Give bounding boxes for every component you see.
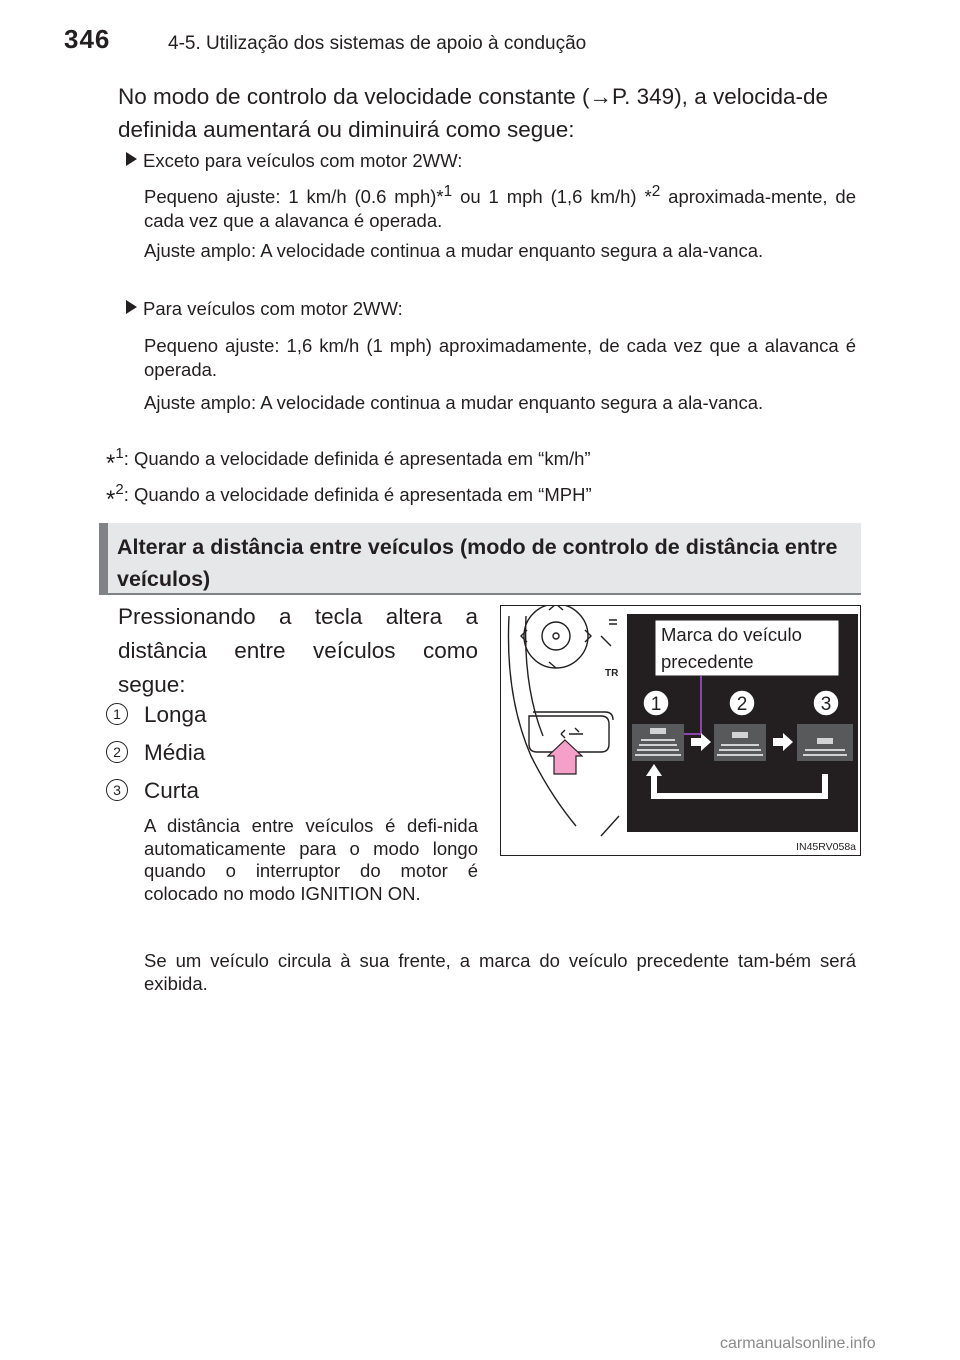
footnote [106,481,592,514]
list-item [106,778,199,804]
press-description: Pressionando a tecla altera a distância entre veículos como segue: [118,604,478,697]
step-circle-label: 1 [650,694,662,715]
step-circle-label: 2 [736,694,748,715]
footnote-text: : Quando a velocidade definida é apresentada em “km/h” [123,448,591,470]
text-span: ou 1 mph (1,6 km/h) * [452,186,652,208]
item-label: Curta [144,778,200,803]
list-item [106,740,205,766]
paragraph: Ajuste amplo: A velocidade continua a mudar enquanto segura a ala-vanca. [144,240,764,261]
paragraph [144,180,856,233]
section-header: 4-5. Utilização dos sistemas de apoio à condução [168,33,587,54]
steering-wheel-switch [508,606,619,836]
section-title: Alterar a distância entre veículos (modo de controlo de distância entre veículos) [117,535,838,591]
footnote-ref: 2 [651,183,661,200]
item-label: Média [144,740,206,765]
illustration-drawing [501,606,860,855]
triangle-bullet-icon [126,300,137,314]
default-distance-note: A distância entre veículos é defi-nida automaticamente para o modo longo quando o interruptor do motor é colocado no modo IGNITION ON. [144,815,478,904]
menu-lines-icon [609,620,617,624]
footnote-star: * [106,486,116,514]
callout-line-1: Marca do veículo [661,624,802,645]
triangle-bullet-icon [126,152,137,166]
distance-switch-illustration [500,605,861,856]
paragraph: Ajuste amplo: A velocidade continua a mudar enquanto segura a ala-vanca. [144,392,764,413]
bullet-item [126,150,462,172]
tr-label: TR [605,668,619,679]
vehicle-mark-icon [732,732,748,738]
distance-display-medium [714,724,766,761]
preceding-vehicle-note: Se um veículo circula à sua frente, a marca do veículo precedente tam-bém será exibida. [144,950,856,994]
watermark: carmanualsonline.info [720,1335,876,1352]
bullet-text: Para veículos com motor 2WW: [143,298,403,319]
footnote [106,445,591,478]
step-circle-label: 3 [820,694,832,715]
distance-display-long [632,724,684,761]
section-heading-bar [99,523,861,595]
callout-line-2: precedente [661,651,754,672]
list-item [106,702,207,728]
bullet-text: Exceto para veículos com motor 2WW: [143,150,463,171]
item-number: 3 [106,779,128,801]
paragraph: Pequeno ajuste: 1,6 km/h (1 mph) aproximadamente, de cada vez que a alavanca é operada. [144,335,856,380]
text-span: Pequeno ajuste: 1 km/h (0.6 mph)* [144,186,444,208]
footnote-number: 1 [115,445,124,462]
distance-display-short [797,724,853,761]
item-label: Longa [144,702,207,727]
footnote-star: * [106,450,116,478]
illustration-code: IN45RV058a [796,841,856,853]
footnote-number: 2 [115,481,124,498]
vehicle-mark-icon [650,728,666,734]
vehicle-mark-icon [817,738,833,744]
item-number: 1 [106,703,128,725]
footnote-ref: 1 [443,183,453,200]
bullet-item [126,298,403,320]
footnote-text: : Quando a velocidade definida é apresentada em “MPH” [123,484,592,506]
page-number: 346 [64,24,111,54]
intro-paragraph: No modo de controlo da velocidade constante (→P. 349), a velocida-de definida aumentará ou diminuirá como segue: [118,84,829,142]
text-span: aproximada-mente, de cada vez que a alavanca é operada. [144,186,856,232]
item-number: 2 [106,741,128,763]
press-arrow-icon [548,740,582,774]
